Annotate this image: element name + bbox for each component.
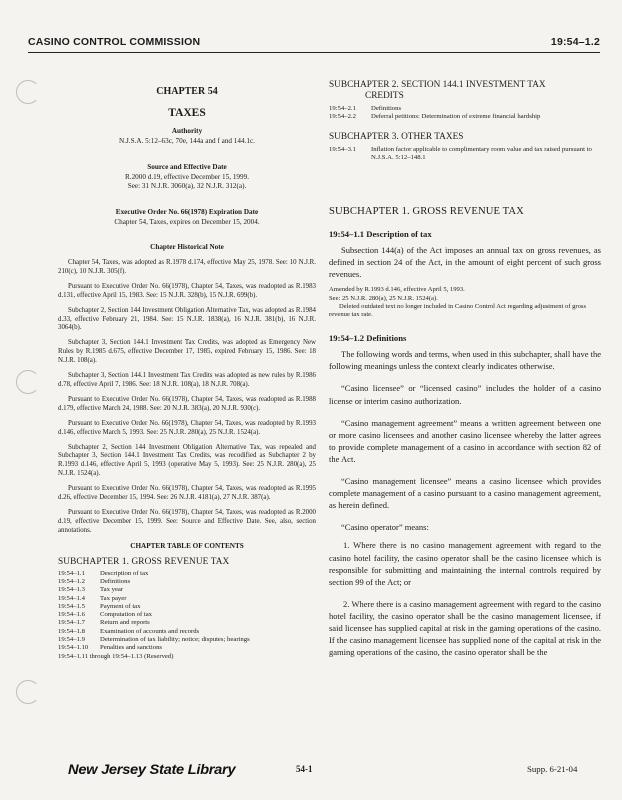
- history-note: Pursuant to Executive Order No. 66(1978), Chapter 54, Taxes, was readopted by R.1993 d.146, effective March 5, 1993. See: 25 N.J.R. 280(a), 25 N.J.R. 1524(a).: [58, 419, 316, 436]
- toc-entry-title: Definitions: [371, 105, 402, 112]
- toc-list-3: [329, 146, 601, 163]
- toc-entry-number: 19:54–1.5: [58, 602, 85, 610]
- subchapter-1-heading: SUBCHAPTER 1. GROSS REVENUE TAX: [329, 206, 524, 218]
- toc-entry[interactable]: [58, 619, 316, 627]
- history-note: Pursuant to Executive Order No. 66(1978), Chapter 54, Taxes, was readopted as R.1988 d.179, effective March 24, 1988. See: 20 N.J.R. 383(a), 20 N.J.R. 930(c).: [58, 395, 316, 412]
- left-column: [58, 78, 316, 661]
- toc-entry-title: Description of tax: [100, 569, 149, 577]
- toc-entry[interactable]: [58, 570, 316, 578]
- running-head-section: 19:54–1.2: [550, 36, 600, 48]
- toc-entry[interactable]: [58, 595, 316, 603]
- toc-entry-title: Tax year: [100, 586, 124, 594]
- toc-entry-number: 19:54–1.7: [58, 619, 85, 627]
- history-note: Subchapter 3, Section 144.1 Investment Tax Credits, was adopted as Emergency New Rules by R.1985 d.675, effective December 17, 1985, expired February 15, 1986. See: 18 N.J.R. 108(a).: [58, 339, 316, 365]
- source-line: See: 31 N.J.R. 3060(a), 32 N.J.R. 312(a).: [127, 182, 247, 190]
- toc-heading: CHAPTER TABLE OF CONTENTS: [130, 541, 244, 550]
- history-note: Pursuant to Executive Order No. 66(1978), Chapter 54, Taxes, was readopted as R.1983 d.131, effective April 15, 1983. See: 15 N.J.R. 328(b), 15 N.J.R. 699(b).: [58, 282, 316, 299]
- toc-subchapter-2: [329, 80, 601, 102]
- toc-entry[interactable]: [329, 105, 601, 113]
- toc-entry[interactable]: [58, 611, 316, 619]
- toc-subchapter-2-line1: SUBCHAPTER 2. SECTION 144.1 INVESTMENT TAX: [329, 80, 546, 90]
- amendment-line: Amended by R.1993 d.146, effective April 5, 1993.: [329, 286, 465, 294]
- history-note: Pursuant to Executive Order No. 66(1978), Chapter 54, Taxes, was readopted as R.2000 d.19, effective December 15, 1999. See: Source and Effective Date. See, also, section annotations.: [58, 508, 316, 534]
- toc-entry-title: Return and reports: [100, 619, 150, 627]
- right-column: [329, 80, 601, 664]
- toc-entry-number: 19:54–1.8: [58, 627, 85, 635]
- toc-entry-title: Inflation factor applicable to complimentary room value and tax raised pursuant to N.J.S.A. 5:12–148.1: [371, 145, 592, 161]
- section-heading-1-2: 19:54–1.2 Definitions: [329, 333, 407, 344]
- executive-order-text: Chapter 54, Taxes, expires on December 15, 2004.: [114, 217, 260, 226]
- toc-list: [58, 570, 316, 661]
- toc-entry-title: Determination of tax liability; notice; disputes; hearings: [100, 636, 250, 644]
- toc-entry-number: 19:54–2.1: [329, 105, 356, 112]
- toc-entry-title: Deferral petitions: Determination of extreme financial hardship: [371, 113, 541, 121]
- section-1-1-text: Subsection 144(a) of the Act imposes an annual tax on gross revenues, as defined in section 24 of the Act, in the amount of eight percent of such gross revenues.: [329, 245, 601, 280]
- toc-entry-number: 19:54–1.10: [58, 644, 89, 652]
- toc-entry[interactable]: [58, 636, 316, 644]
- toc-entry[interactable]: [329, 113, 601, 121]
- toc-list-2: [329, 105, 601, 122]
- toc-entry[interactable]: [58, 644, 316, 652]
- running-head: [28, 36, 600, 48]
- toc-entry-number: 19:54–1.4: [58, 594, 85, 602]
- toc-entry-title: Tax payer: [100, 594, 127, 602]
- toc-entry-number: 19:54–1.9: [58, 636, 85, 644]
- definition-casino-management-licensee: “Casino management licensee” means a casino licensee which provides complete management of a casino pursuant to a casino management agreement, as herein defined.: [329, 476, 601, 511]
- toc-entry-title: Payment of tax: [100, 602, 141, 610]
- history-note: Chapter 54, Taxes, was adopted as R.1978 d.174, effective May 25, 1978. See: 10 N.J.R. 210(c), 10 N.J.R. 305(f).: [58, 259, 316, 275]
- toc-entry-title: Examination of accounts and records: [100, 627, 200, 635]
- amendment-note: Deleted outdated text no longer included in Casino Control Act regarding adjustment of gross revenue tax rate.: [329, 302, 587, 319]
- toc-entry-title: Penalties and sanctions: [100, 644, 163, 652]
- toc-entry-number: 19:54–3.1: [329, 145, 356, 153]
- history-note: Subchapter 3, Section 144.1 Investment Tax Credits was adopted as new rules by R.1986 d.78, effective April 7, 1986. See: 18 N.J.R. 108(a), 18 N.J.R. 708(a).: [58, 372, 316, 388]
- toc-subchapter-3: SUBCHAPTER 3. OTHER TAXES: [329, 131, 464, 142]
- source-line: R.2000 d.19, effective December 15, 1999.: [124, 172, 250, 181]
- authority-heading: Authority: [171, 127, 203, 135]
- library-stamp: New Jersey State Library: [68, 761, 236, 777]
- history-note: Pursuant to Executive Order No. 66(1978), Chapter 54, Taxes, was readopted as R.1995 d.26, effective December 15, 1994. See: 26 N.J.R. 4181(a), 27 N.J.R. 387(a).: [58, 485, 316, 502]
- section-1-1-amendment: [329, 286, 601, 319]
- toc-entry-reserved[interactable]: 19:54–1.11 through 19:54–1.13 (Reserved): [58, 652, 174, 660]
- authority-text: N.J.S.A. 5:12–63c, 70e, 144a and f and 144.1c.: [119, 137, 255, 145]
- chapter-number: CHAPTER 54: [156, 86, 218, 97]
- binder-hole-mark: [16, 370, 40, 394]
- header-rule: [28, 52, 600, 53]
- toc-entry[interactable]: [58, 603, 316, 611]
- toc-entry-number: 19:54–1.3: [58, 586, 85, 594]
- toc-entry-number: 19:54–1.6: [58, 611, 85, 619]
- definition-casino-operator: “Casino operator” means:: [341, 522, 429, 533]
- history-note: Subchapter 2, Section 144 Investment Obligation Alternative Tax, was repealed and Subchapter 3, Section 144.1 Investment Tax Credits, was recodified as Subchapter 2 by R.1993 d.146, effective April 5, 1993 (operative May 5, 1993). See: 25 N.J.R. 280(a), 25 N.J.R. 1524(a).: [58, 443, 316, 478]
- binder-hole-mark: [16, 80, 40, 104]
- toc-entry[interactable]: [58, 586, 316, 594]
- binder-hole-mark: [16, 680, 40, 704]
- toc-entry-title: Definitions: [100, 577, 131, 585]
- definitions-intro: The following words and terms, when used in this subchapter, shall have the following meanings unless the context clearly indicates otherwise.: [329, 349, 601, 372]
- toc-subchapter: SUBCHAPTER 1. GROSS REVENUE TAX: [58, 556, 230, 567]
- definition-casino-management-agreement: “Casino management agreement” means a written agreement between one or more casino licensees and another casino licensee whereby the latter agrees to provide complete management of a casino in accordance with section 82 of the Act.: [329, 417, 601, 464]
- chapter-title: TAXES: [168, 107, 206, 119]
- source-heading: Source and Effective Date: [147, 162, 227, 171]
- toc-entry[interactable]: [58, 628, 316, 636]
- section-heading-1-1: 19:54–1.1 Description of tax: [329, 229, 432, 240]
- toc-entry[interactable]: [58, 578, 316, 586]
- toc-entry-number: 19:54–2.2: [329, 113, 356, 121]
- definition-casino-licensee: “Casino licensee” or “licensed casino” includes the holder of a casino license or interim casino authorization.: [329, 383, 601, 406]
- executive-order-heading: Executive Order No. 66(1978) Expiration Date: [115, 207, 259, 216]
- page-number: 54-1: [296, 764, 313, 774]
- toc-entry[interactable]: [329, 146, 601, 163]
- toc-subchapter-2-line2: CREDITS: [365, 91, 404, 101]
- toc-entry-title: Computation of tax: [100, 611, 153, 619]
- supplement-date: Supp. 6-21-04: [527, 764, 578, 774]
- running-head-title: CASINO CONTROL COMMISSION: [28, 36, 201, 48]
- amendment-line: See: 25 N.J.R. 280(a), 25 N.J.R. 1524(a).: [329, 294, 438, 302]
- toc-entry-number: 19:54–1.2: [58, 577, 85, 585]
- casino-operator-item-1: 1. Where there is no casino management agreement with regard to the casino hotel facility, the casino operator shall be the casino licensee which is responsible for submitting and maintaining the internal controls required by section 99 of the Act; or: [329, 540, 601, 587]
- history-heading: Chapter Historical Note: [150, 243, 224, 251]
- history-note: Subchapter 2, Section 144 Investment Obligation Alternative Tax, was adopted as R.1984 d.33, effective February 21, 1984. See: 15 N.J.R. 1838(a), 16 N.J.R. 381(b), 16 N.J.R. 3064(b).: [58, 306, 316, 332]
- casino-operator-item-2: 2. Where there is a casino management agreement with regard to the casino hotel facility, the casino operator shall be the casino management licensee, if said licensee has supplied capital at risk in the gaming operations of the casino. If the casino management licensee has supplied none of the capital at risk in the gaming operations of the casino, the casino operator shall be the: [329, 598, 601, 658]
- toc-entry-number: 19:54–1.1: [58, 569, 85, 577]
